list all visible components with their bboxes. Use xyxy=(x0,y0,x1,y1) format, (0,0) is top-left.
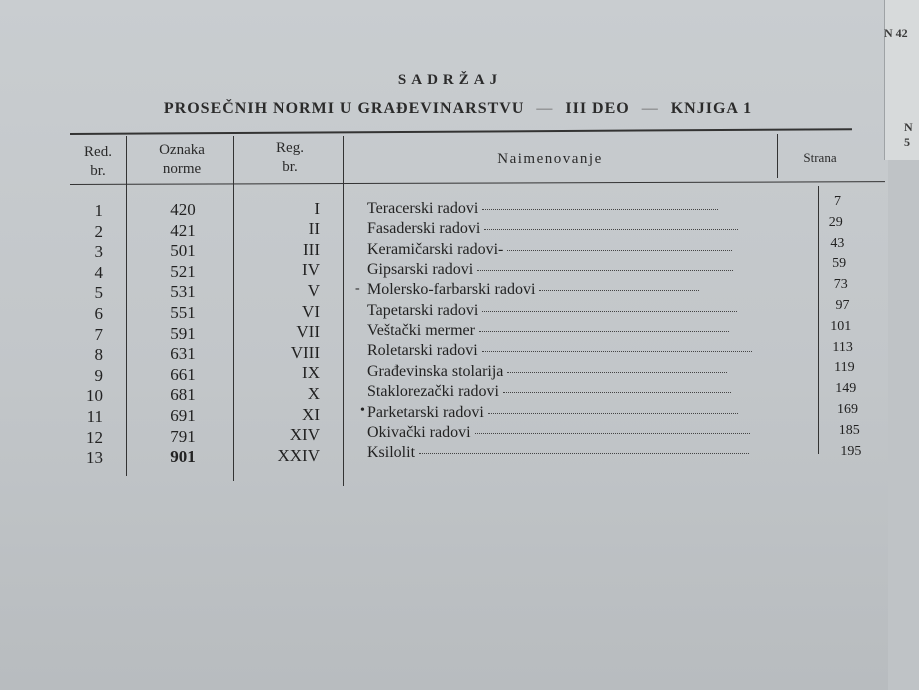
bullet-mark: • xyxy=(360,403,365,418)
row-number: 2 xyxy=(94,221,103,241)
row-norm-code: 661 xyxy=(170,364,196,384)
row-name xyxy=(367,404,787,422)
dot-leader xyxy=(488,412,738,414)
row-page-number: 7 xyxy=(834,194,841,209)
row-number: 8 xyxy=(94,345,103,365)
row-number: 11 xyxy=(86,407,103,426)
row-name-text: Fasaderski radovi xyxy=(367,220,481,238)
row-reg-number: XIV xyxy=(289,425,320,445)
row-number: 3 xyxy=(94,242,103,262)
row-number: 6 xyxy=(94,304,103,323)
dot-leader xyxy=(482,208,718,210)
dot-leader xyxy=(484,228,738,230)
dot-leader xyxy=(539,289,699,291)
row-name xyxy=(367,261,787,279)
row-reg-number: VII xyxy=(296,322,320,342)
row-reg-number: I xyxy=(314,198,320,218)
row-page-number: 101 xyxy=(830,318,852,334)
row-name-text: Teracerski radovi xyxy=(367,200,479,217)
row-norm-code: 421 xyxy=(170,220,196,240)
row-norm-code: 681 xyxy=(170,385,196,405)
row-reg-number: IX xyxy=(302,363,320,383)
row-reg-number: IV xyxy=(302,260,320,280)
row-name xyxy=(367,322,787,340)
row-number: 5 xyxy=(94,283,103,303)
row-name xyxy=(367,342,787,360)
dot-leader xyxy=(479,330,729,332)
row-page-number: 119 xyxy=(834,360,855,376)
row-page-number: 59 xyxy=(832,256,847,272)
col-divider-2 xyxy=(233,136,234,481)
row-name xyxy=(367,424,787,442)
row-number: 4 xyxy=(94,262,103,282)
row-name-text: Tapetarski radovi xyxy=(367,301,479,319)
row-reg-number: V xyxy=(307,280,320,300)
row-norm-code: 631 xyxy=(170,344,196,364)
row-number: 13 xyxy=(86,448,103,468)
dot-leader xyxy=(507,371,727,373)
row-norm-code: 591 xyxy=(170,323,196,343)
row-page-number: 97 xyxy=(835,298,850,313)
row-name xyxy=(367,200,787,218)
row-number: 12 xyxy=(86,427,103,447)
row-name xyxy=(367,281,787,299)
row-reg-number: II xyxy=(308,219,320,239)
subtitle-part-1: PROSEČNIH NORMI U GRAĐEVINARSTVU xyxy=(163,100,525,117)
row-reg-number: III xyxy=(303,239,320,259)
row-reg-number: VI xyxy=(302,301,320,321)
row-page-number: 43 xyxy=(830,235,845,251)
row-norm-code: 521 xyxy=(170,261,196,281)
row-name-text: Keramičarski radovi- xyxy=(367,240,504,258)
header-naimenovanje: Naimenovanje xyxy=(497,151,603,167)
dot-leader xyxy=(477,269,733,271)
subtitle-separator-2: — xyxy=(641,100,659,117)
row-norm-code: 791 xyxy=(170,426,196,446)
col-divider-1 xyxy=(126,136,127,476)
dot-leader xyxy=(475,432,750,434)
row-reg-number: XXIV xyxy=(277,445,320,465)
row-name-text: Roletarski radovi xyxy=(367,342,478,360)
dot-leader xyxy=(482,310,737,312)
row-name-text: Veštački mermer xyxy=(367,322,475,340)
row-page-number: 195 xyxy=(840,443,862,459)
header-oznaka-norme: Oznaka norme xyxy=(159,142,205,177)
row-page-number: 169 xyxy=(837,402,858,417)
dot-leader xyxy=(482,350,752,352)
dot-leader xyxy=(503,391,731,393)
row-number: 10 xyxy=(86,386,103,406)
header-strana: Strana xyxy=(803,150,837,165)
subtitle-separator-1: — xyxy=(536,100,554,117)
row-number: 7 xyxy=(94,324,103,344)
row-name xyxy=(367,444,787,462)
row-name-text: Okivački radovi xyxy=(367,423,471,441)
subtitle-part-2: III DEO xyxy=(565,100,630,117)
row-number: 9 xyxy=(94,365,103,385)
subtitle-part-3: KNJIGA 1 xyxy=(670,100,753,117)
row-reg-number: X xyxy=(307,383,320,403)
row-name xyxy=(367,383,787,401)
row-norm-code: 531 xyxy=(170,282,196,302)
row-page-number: 185 xyxy=(838,422,860,438)
row-name-text: Gipsarski radovi xyxy=(367,261,474,279)
bullet-mark: - xyxy=(355,281,360,296)
row-name-text: Građevinska stolarija xyxy=(367,362,504,380)
row-name-text: Ksilolit xyxy=(367,444,416,462)
row-norm-code: 691 xyxy=(170,406,196,425)
row-page-number: 149 xyxy=(835,381,857,397)
header-red-br: Red. br. xyxy=(84,144,112,179)
row-page-number: 29 xyxy=(828,214,843,230)
header-reg-br: Reg. br. xyxy=(276,140,304,175)
row-norm-code: 901 xyxy=(170,447,196,467)
row-reg-number: XI xyxy=(302,404,320,424)
document-subtitle xyxy=(8,100,908,118)
dot-leader xyxy=(419,452,749,454)
row-reg-number: VIII xyxy=(290,342,320,362)
row-name xyxy=(367,241,787,259)
row-norm-code: 551 xyxy=(170,303,196,322)
col-divider-4 xyxy=(777,134,778,178)
row-number: 1 xyxy=(94,201,103,220)
edge-text-bottom: N 5 xyxy=(904,120,913,149)
row-name-text: Staklorezački radovi xyxy=(367,383,499,401)
row-name xyxy=(367,302,787,320)
row-page-number: 113 xyxy=(832,339,853,355)
row-name-text: Parketarski radovi xyxy=(367,403,484,421)
row-norm-code: 501 xyxy=(170,241,196,261)
row-page-number: 73 xyxy=(833,277,848,293)
row-name xyxy=(367,220,787,238)
row-norm-code: 420 xyxy=(170,200,196,219)
col-divider-3 xyxy=(343,136,344,486)
dot-leader xyxy=(507,249,732,251)
row-name-text: Molersko-farbarski radovi xyxy=(367,281,536,299)
row-name xyxy=(367,363,787,381)
edge-text-top: N 42 xyxy=(884,26,908,40)
document-title: SADRŽAJ xyxy=(397,72,503,88)
